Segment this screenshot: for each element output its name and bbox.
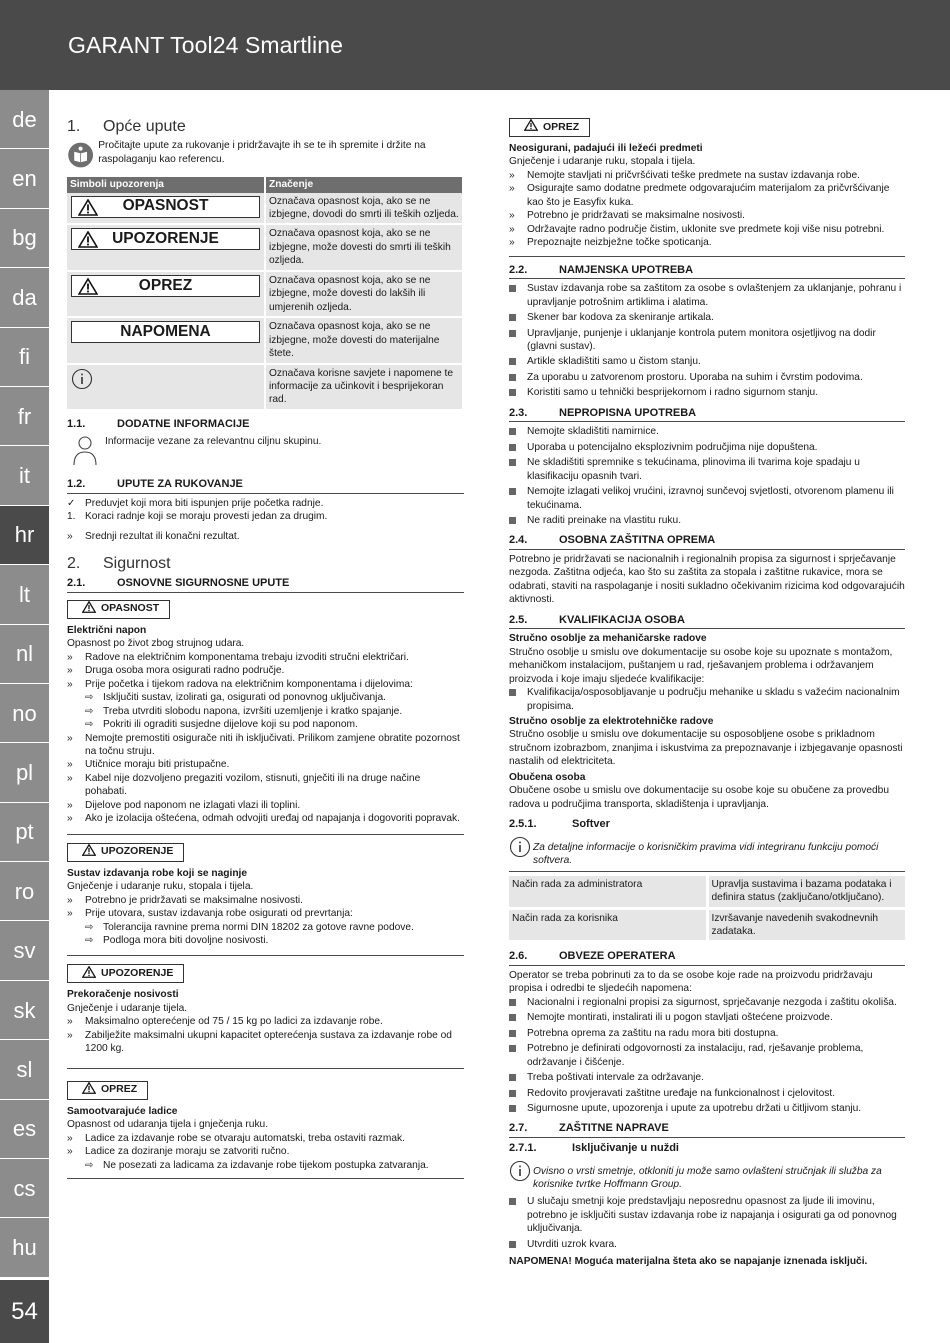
list-item: Uporaba u potencijalno eksplozivnim područjima nije dopuštena.	[509, 441, 905, 454]
danger-signal-box: OPASNOST	[71, 196, 260, 218]
warning-triangle-icon	[78, 199, 98, 222]
arrow-right-icon: ⇨	[85, 719, 94, 731]
language-tab-fi[interactable]: fi	[0, 328, 49, 387]
section-2-7-1-heading: 2.7.1. Isključivanje u nuždi	[509, 1141, 679, 1154]
language-tabs	[0, 90, 49, 1278]
square-bullet-icon	[509, 444, 516, 451]
warning-triangle-icon	[78, 278, 98, 301]
info-icon	[71, 368, 93, 390]
square-bullet-icon	[509, 358, 516, 365]
caution-label: OPREZ	[509, 118, 590, 137]
qualification-list	[509, 686, 905, 713]
divider	[67, 1068, 464, 1069]
square-bullet-icon	[509, 285, 516, 292]
list-item: ⇨ Podloga mora biti dovoljne nosivosti.	[85, 934, 269, 946]
arrow-right-icon: ⇨	[85, 692, 94, 704]
warning-triangle-icon	[82, 966, 101, 983]
square-bullet-icon	[509, 517, 516, 524]
divider	[67, 955, 464, 956]
danger-label: OPASNOST	[67, 600, 170, 619]
list-item: » Utičnice moraju biti pristupačne.	[67, 759, 230, 771]
language-tab-da[interactable]: da	[0, 268, 49, 327]
list-item: ⇨ Isključiti sustav, izolirati ga, osigurati od ponovnog uključivanja.	[85, 692, 386, 704]
list-item: » Održavajte radno područje čistim, uklonite sve predmete koji više nisu potrebni.	[509, 223, 885, 235]
section-2-5-1-heading: 2.5.1. Softver	[509, 818, 610, 831]
right-column: OPREZ Neosigurani, padajući ili ležeći predmeti Gnječenje i udaranje ruku, stopala i tijela. » Nemojte stavljati ni pričvršćivati teške predmete na sustav izdavanja robe. » Osigurajte samo dodatne predmete odgovarajućim materijalom za pričvršćivanje kao što je Easyfix kuka. » Potrebno je pridržavati se maksimalne nosivosti. » Održavajte radno područje čistim, uklonite sve predmete koji više nisu potrebni. » Prepoznajte neizbježne točke spoticanja. 2.2. NAMJENSKA UPOTREBA Sustav izdavanja robe sa zaštitom za osobe s ovlaštenjem za uklanjanje, pohranu i upravljanje potrošnim artiklima i alatima. Skener bar kodova za skeniranje artikala. Upravljanje, punjenje i uklanjanje kontrola putem monitora osjetljivog na dodir (glavni sustav). Artikle skladištiti samo u čistom stanju. Za uporabu u zatvorenom prostoru. Uporaba na suhim i čvrstim podovima. Koristiti samo u tehnički besprijekornom i radno sigurnom stanju. 2.3. NEPROPISNA UPOTREBA Nemojte skladištiti namirnice. Uporaba u potencijalno eksplozivnim područjima nije dopuštena. Ne skladištiti spremnike s tekućinama, plinovima ili tvarima koje spadaju u klasifikaciju opasnih tvari. Nemojte izlagati velikoj vrućini, izravnoj sunčevoj svjetlosti, otvorenom plamenu ili tekućinama. Ne raditi preinake na vlastitu ruku. 2.4. OSOBNA ZAŠTITNA OPREMA Potrebno je pridržavati se nacionalnih i regionalnih propisa za sigurnost i sprječavanje nezgoda. Zaštitna odjeća, kao što su zaštita za stopala i zaštitne rukavice, mora se odabrati, staviti na raspolaganje i nositi sukladno očekivanim rizicima kod odgovarajućih aktivnosti. 2.5. KVALIFIKACIJA OSOBA Stručno osoblje za mehaničarske radove Stručno osoblje u smislu ove dokumentacije su osobe koje su upoznate s montažom, mehaničkom instalacijom, puštanjem u rad, rješavanjem problema i održavanjem proizvoda i koje imaju sljedeće kvalifikacije: Kvalifikacija/osposobljavanje u području mehanike u skladu s važećim nacionalnim propisima. Stručno osoblje za elektrotehničke radove Stručno osoblje u smislu ove dokumentacije su osposobljene osobe s prikladnom stručnom izobrazbom, znanjima i iskustvima za prepoznavanje i izbjegavanje opasnosti nastalih od elektriciteta. Obučena osoba Obučene osobe u smislu ove dokumentacije su osobe koje su obučene za provedbu radova u područjima transporta, skladištenja i upravljanja. 2.5.1. Softver Za detaljne informacije o korisničkim pravima vidi integriranu funkciju pomoći softvera. Način rada za administratora Upravlja sustavima i bazama podataka i definira status (zaključano/otključano). Način rada za korisnika Izvršavanje navedenih svakodnevnih zadataka. 2.6. OBVEZE OPERATERA Operator se treba pobrinuti za to da se osobe koje rade na proizvodu pridržavaju propisa i odredbi te sljedećih napomena: Nacionalni i regionalni propisi za sigurnost, sprječavanje nezgoda i zaštitu okoliša. Nemojte montirati, instalirati ili u pogon stavljati oštećene proizvode. Potrebna oprema za zaštitu na radu mora biti dostupna. Potrebno je definirati odgovornosti za instalaciju, rad, rješavanje problema, održavanje i čišćenje. Treba poštivati intervale za održavanje. Redovito provjeravati zaštitne uređaje na funkcionalnost i cjelovitost. Sigurnosne upute, upozorenja i upute za upotrebu držati u čitljivom stanju. 2.7. ZAŠTITNE NAPRAVE 2.7.1. Isključivanje u nuždi Ovisno o vrsti smetnje, otkloniti ju može samo ovlašteni stručnjak ili služba za korisnike tvrtke Hoffmann Group. U slučaju smetnji koje predstavljaju neposrednu opasnost za ljude ili imovinu, potrebno je isključiti sustav izdavanja robe iz napajanja i osigurati ga od ponovnog uključivanja. Utvrditi uzrok kvara. NAPOMENA! Moguća materijalna šteta ako se napajanje iznenada isključi.	[509, 116, 905, 1269]
language-tab-cs[interactable]: cs	[0, 1159, 49, 1218]
warning-symbols-table	[67, 177, 464, 411]
table-row	[67, 193, 463, 225]
list-item: » Potrebno je pridržavati se maksimalne nosivosti.	[67, 894, 303, 906]
list-item: Ne raditi preinake na vlastitu ruku.	[509, 514, 905, 527]
list-item: » Prije utovara, sustav izdavanja robe osigurati od prevrtanja:	[67, 908, 353, 920]
language-tab-ro[interactable]: ro	[0, 862, 49, 921]
warning-block-tipping: UPOZORENJE Sustav izdavanja robe koji se naginje Gnječenje i udaranje ruku, stopala i tijela. » Potrebno je pridržavati se maksimalne nosivosti. » Prije utovara, sustav izdavanja robe osigurati od prevrtanja: ⇨ Tolerancija ravnine prema normi DIN 18202 za gotove ravne podove. ⇨ Podloga mora biti dovoljne nosivosti.	[67, 843, 464, 948]
table-row	[67, 317, 463, 363]
language-tab-it[interactable]: it	[0, 446, 49, 505]
square-bullet-icon	[509, 1074, 516, 1081]
software-info-note: Za detaljne informacije o korisničkim pravima vidi integriranu funkciju pomoći softvera.	[509, 836, 905, 872]
square-bullet-icon	[509, 1030, 516, 1037]
language-tab-no[interactable]: no	[0, 684, 49, 743]
table-row: Način rada za korisnika Izvršavanje navedenih svakodnevnih zadataka.	[509, 908, 905, 942]
square-bullet-icon	[509, 330, 516, 337]
list-item: Koristiti samo u tehnički besprijekornom i radno sigurnom stanju.	[509, 386, 905, 399]
emergency-list	[509, 1195, 905, 1251]
caution-signal-box: OPREZ	[71, 275, 260, 297]
list-item: Sigurnosne upute, upozorenja i upute za upotrebu držati u čitljivom stanju.	[509, 1102, 905, 1115]
warning-block-overload: UPOZORENJE Prekoračenje nosivosti Gnječenje i udaranje tijela. » Maksimalno opterećenje od 75 / 15 kg po ladici za izdavanje robe. » Zabilježite maksimalni ukupni kapacitet opterećenja sustava za izdavanje robe od 1200 kg.	[67, 964, 464, 1055]
list-item: » Maksimalno opterećenje od 75 / 15 kg po ladici za izdavanje robe.	[67, 1016, 383, 1028]
caution-label: OPREZ	[67, 1081, 148, 1100]
language-tab-pl[interactable]: pl	[0, 743, 49, 802]
read-manual-icon	[67, 139, 94, 171]
warning-signal-box: UPOZORENJE	[71, 228, 260, 250]
info-icon	[509, 836, 531, 858]
list-item: ✓ Preduvjet koji mora biti ispunjen prije početka radnje.	[67, 497, 324, 509]
list-item: Redovito provjeravati zaštitne uređaje na funkcionalnost i cjelovitost.	[509, 1087, 905, 1100]
section-1-2-heading: 1.2. UPUTE ZA RUKOVANJE	[67, 477, 464, 494]
instructions-legend	[67, 497, 464, 543]
section-1-1-heading: 1.1. DODATNE INFORMACIJE	[67, 417, 250, 430]
final-notice: NAPOMENA! Moguća materijalna šteta ako se napajanje iznenada isključi.	[509, 1256, 868, 1268]
list-item: U slučaju smetnji koje predstavljaju neposrednu opasnost za ljude ili imovinu, potrebno je isključiti sustav izdavanja robe iz napajanja i osigurati ga od ponovnog uključivanja.	[509, 1195, 905, 1235]
list-item: Potrebna oprema za zaštitu na radu mora biti dostupna.	[509, 1027, 905, 1040]
warning-triangle-icon	[524, 119, 543, 136]
list-item: Potrebno je definirati odgovornosti za instalaciju, rad, rješavanje problema, održavanje i čišćenje.	[509, 1042, 905, 1069]
list-item: » Dijelove pod naponom ne izlagati vlazi ili toplini.	[67, 799, 301, 811]
list-item: Upravljanje, punjenje i uklanjanje kontrola putem monitora osjetljivog na dodir (glavni sustav).	[509, 327, 905, 354]
check-icon: ✓	[67, 497, 76, 509]
list-item: Utvrditi uzrok kvara.	[509, 1238, 905, 1251]
list-item: » Potrebno je pridržavati se maksimalne nosivosti.	[509, 210, 745, 222]
list-item: » Radove na električnim komponentama trebaju izvoditi stručni električari.	[67, 651, 409, 663]
warning-block-electric: OPASNOST Električni napon Opasnost po život zbog strujnog udara. » Radove na električnim komponentama trebaju izvoditi stručni električari. » Druga osoba mora osigurati radno područje. » Prije početka i tijekom radova na električnim komponentama i dijelovima: ⇨ Isključiti sustav, izolirati ga, osigurati od ponovnog uključivanja. ⇨ Treba utvrditi slobodu napona, izvršiti uzemljenje i kratko spajanje. ⇨ Pokriti ili ograditi susjedne dijelove koji su pod naponom. » Nemojte premostiti osigurače niti ih isključivati. Prilikom zamjene obratite pozornost na točnu struju. » Utičnice moraju biti pristupačne. » Kabel nije dozvoljeno pregaziti vozilom, stisnuti, gnječiti ili na druge načine pohabati. » Dijelove pod naponom ne izlagati vlazi ili toplini. » Ako je izolacija oštećena, odmah odvojiti uređaj od napajanja i dogovoriti popravak.	[67, 596, 464, 826]
target-group-note: Informacije vezane za relevantnu ciljnu skupinu.	[67, 435, 464, 467]
emergency-info-note: Ovisno o vrsti smetnje, otkloniti ju može samo ovlašteni stručnjak ili služba za korisnike tvrtke Hoffmann Group.	[509, 1160, 905, 1192]
list-item: » Nemojte premostiti osigurače niti ih isključivati. Prilikom zamjene obratite pozornost na točnu struju.	[67, 732, 460, 757]
square-bullet-icon	[509, 374, 516, 381]
list-item: Nemojte montirati, instalirati ili u pogon stavljati oštećene proizvode.	[509, 1011, 905, 1024]
list-item: Ne skladištiti spremnike s tekućinama, plinovima ili tvarima koje spadaju u klasifikaciju opasnih tvari.	[509, 456, 905, 483]
list-item: 1. Koraci radnje koji se moraju provesti jedan za drugim.	[67, 511, 328, 523]
square-bullet-icon	[509, 428, 516, 435]
list-item: Nemojte izlagati velikoj vrućini, izravnoj sunčevoj svjetlosti, otvorenom plamenu ili tekućinama.	[509, 485, 905, 512]
overload-safety-list	[67, 1015, 464, 1055]
page-number: 54	[0, 1280, 49, 1343]
table-row	[67, 271, 463, 317]
meaning-cell: Označava opasnost koja, ako se ne izbjegne, može dovesti do smrti ili teških ozljeda.	[265, 224, 463, 270]
divider	[67, 1178, 464, 1179]
section-2-4-heading: 2.4. OSOBNA ZAŠTITNA OPREMA	[509, 533, 905, 550]
list-item: Skener bar kodova za skeniranje artikala.	[509, 311, 905, 324]
list-item: ⇨ Treba utvrditi slobodu napona, izvršiti uzemljenje i kratko spajanje.	[85, 705, 403, 717]
info-icon	[509, 1160, 531, 1182]
warning-block-objects: OPREZ Neosigurani, padajući ili ležeći predmeti Gnječenje i udaranje ruku, stopala i tijela. » Nemojte stavljati ni pričvršćivati teške predmete na sustav izdavanja robe. » Osigurajte samo dodatne predmete odgovarajućim materijalom za pričvršćivanje kao što je Easyfix kuka. » Potrebno je pridržavati se maksimalne nosivosti. » Održavajte radno područje čistim, uklonite sve predmete koji više nisu potrebni. » Prepoznajte neizbježne točke spoticanja.	[509, 116, 905, 250]
left-column	[67, 112, 464, 1187]
section-2-6-heading: 2.6. OBVEZE OPERATERA	[509, 949, 905, 966]
list-item: » Zabilježite maksimalni ukupni kapacitet opterećenja sustava za izdavanje robe od 1200 kg.	[67, 1029, 452, 1055]
section-2-3-heading: 2.3. NEPROPISNA UPOTREBA	[509, 406, 905, 423]
section-1-heading: 1. Opće upute	[67, 118, 186, 135]
list-item: Nemojte skladištiti namirnice.	[509, 425, 905, 438]
user-roles-table	[509, 876, 905, 944]
language-tab-fr[interactable]: fr	[0, 387, 49, 446]
table-row	[67, 224, 463, 270]
table-row: Način rada za administratora Upravlja sustavima i bazama podataka i definira status (zaključano/otključano).	[509, 876, 905, 908]
list-item: » Nemojte stavljati ni pričvršćivati teške predmete na sustav izdavanja robe.	[509, 169, 860, 181]
square-bullet-icon	[509, 1241, 516, 1248]
table-row	[67, 364, 463, 410]
intro-text: Pročitajte upute za rukovanje i pridržavajte ih se te ih spremite i držite na raspolaganju kao referencu.	[98, 140, 426, 165]
meaning-cell: Označava opasnost koja, ako se ne izbjegne, može dovesti do lakših ili umjerenih ozljeda.	[265, 271, 463, 317]
warning-triangle-icon	[82, 1082, 101, 1099]
language-tab-hu[interactable]: hu	[0, 1218, 49, 1277]
square-bullet-icon	[509, 999, 516, 1006]
table-header-symbols: Simboli upozorenja	[67, 177, 265, 192]
list-item: Kvalifikacija/osposobljavanje u području mehanike u skladu s važećim nacionalnim propisima.	[509, 686, 905, 713]
person-icon	[67, 435, 103, 467]
language-tab-sl[interactable]: sl	[0, 1040, 49, 1099]
warning-label: UPOZORENJE	[67, 843, 184, 862]
section-2-5-heading: 2.5. KVALIFIKACIJA OSOBA	[509, 613, 905, 630]
language-tab-es[interactable]: es	[0, 1100, 49, 1159]
divider	[67, 834, 464, 835]
notice-signal-box: NAPOMENA	[71, 321, 260, 343]
electric-safety-list	[67, 651, 464, 826]
section-2-heading: 2. Sigurnost	[67, 555, 171, 573]
language-tab-hr[interactable]: hr	[0, 506, 49, 565]
read-instructions-note	[67, 139, 464, 171]
arrow-right-icon: ⇨	[85, 934, 94, 946]
square-bullet-icon	[509, 1090, 516, 1097]
square-bullet-icon	[509, 1045, 516, 1052]
meaning-cell: Označava korisne savjete i napomene te informacije za učinkovit i besprijekoran rad.	[265, 364, 463, 410]
list-item: » Srednji rezultat ili konačni rezultat.	[67, 530, 240, 542]
language-tab-pt[interactable]: pt	[0, 803, 49, 862]
language-tab-sv[interactable]: sv	[0, 921, 49, 980]
objects-safety-list	[509, 169, 905, 250]
warning-block-drawers: OPREZ Samootvarajuće ladice Opasnost od udaranja tijela i gnječenja ruku. » Ladice za izdavanje robe se otvaraju automatski, treba ostaviti razmak. » Ladice za doziranje moraju se zatvoriti ručno. ⇨ Ne posezati za ladicama za izdavanje robe tijekom postupka zatvaranja.	[67, 1077, 464, 1172]
square-bullet-icon	[509, 389, 516, 396]
list-item: » Ladice za izdavanje robe se otvaraju automatski, treba ostaviti razmak.	[67, 1132, 405, 1144]
language-tab-lt[interactable]: lt	[0, 565, 49, 624]
square-bullet-icon	[509, 1014, 516, 1021]
list-item: » Ladice za doziranje moraju se zatvoriti ručno.	[67, 1146, 290, 1158]
list-item: » Prepoznajte neizbježne točke spoticanja.	[509, 237, 712, 249]
list-item: Nacionalni i regionalni propisi za sigurnost, sprječavanje nezgoda i zaštitu okoliša.	[509, 996, 905, 1009]
square-bullet-icon	[509, 459, 516, 466]
list-item: ⇨ Tolerancija ravnine prema normi DIN 18202 za gotove ravne podove.	[85, 921, 414, 933]
list-item: ⇨ Ne posezati za ladicama za izdavanje robe tijekom postupka zatvaranja.	[85, 1159, 429, 1171]
warning-triangle-icon	[78, 231, 98, 254]
arrow-right-icon: ⇨	[85, 1159, 94, 1171]
arrow-right-icon: ⇨	[85, 921, 94, 933]
square-bullet-icon	[509, 314, 516, 321]
language-tab-en[interactable]: en	[0, 149, 49, 208]
meaning-cell: Označava opasnost koja, ako se ne izbjegne, dovodi do smrti ili teških ozljeda.	[265, 193, 463, 225]
divider	[509, 256, 905, 257]
arrow-right-icon: ⇨	[85, 705, 94, 717]
list-item: » Prije početka i tijekom radova na električnim komponentama i dijelovima:	[67, 678, 413, 690]
warning-label: UPOZORENJE	[67, 964, 184, 983]
language-tab-de[interactable]: de	[0, 90, 49, 149]
intended-use-list	[509, 282, 905, 400]
list-item: Za uporabu u zatvorenom prostoru. Uporaba na suhim i čvrstim podovima.	[509, 371, 905, 384]
warning-triangle-icon	[82, 844, 101, 861]
list-item: Sustav izdavanja robe sa zaštitom za osobe s ovlaštenjem za uklanjanje, pohranu i upravljanje potrošnim artiklima i alatima.	[509, 282, 905, 309]
warning-triangle-icon	[82, 601, 101, 618]
document-title: GARANT Tool24 Smartline	[68, 32, 344, 58]
square-bullet-icon	[509, 488, 516, 495]
list-item: Treba poštivati intervale za održavanje.	[509, 1071, 905, 1084]
square-bullet-icon	[509, 689, 516, 696]
list-item: Artikle skladištiti samo u čistom stanju.	[509, 355, 905, 368]
list-item: » Kabel nije dozvoljeno pregaziti vozilom, stisnuti, gnječiti ili na druge načine pohabati.	[67, 772, 421, 798]
section-2-7-heading: 2.7. ZAŠTITNE NAPRAVE	[509, 1121, 905, 1138]
square-bullet-icon	[509, 1105, 516, 1112]
improper-use-list	[509, 425, 905, 527]
language-tab-bg[interactable]: bg	[0, 209, 49, 268]
list-item: » Druga osoba mora osigurati radno područje.	[67, 665, 285, 677]
page-header	[0, 0, 950, 90]
language-tab-sk[interactable]: sk	[0, 981, 49, 1040]
tipping-safety-list	[67, 894, 464, 948]
list-item: » Osigurajte samo dodatne predmete odgovarajućim materijalom za pričvršćivanje kao što je Easyfix kuka.	[509, 183, 890, 208]
table-header-meaning: Značenje	[265, 177, 463, 192]
language-tab-nl[interactable]: nl	[0, 625, 49, 684]
square-bullet-icon	[509, 1198, 516, 1205]
operator-duties-list	[509, 996, 905, 1116]
meaning-cell: Označava opasnost koja, ako se ne izbjegne, može dovesti do materijalne štete.	[265, 317, 463, 363]
ppe-text: Potrebno je pridržavati se nacionalnih i regionalnih propisa za sigurnost i sprječavanje nezgoda. Zaštitna odjeća, kao što su zaštita za stopala i zaštitne rukavice, mora se odabrati, staviti na raspolaganje i nositi sukladno očekivanim rizicima kod odgovarajućih aktivnosti.	[509, 553, 905, 606]
drawers-safety-list	[67, 1132, 464, 1172]
section-2-2-heading: 2.2. NAMJENSKA UPOTREBA	[509, 263, 905, 280]
list-item: » Ako je izolacija oštećena, odmah odvojiti uređaj od napajanja i dogovoriti popravak.	[67, 813, 460, 825]
list-item: ⇨ Pokriti ili ograditi susjedne dijelove koji su pod naponom.	[85, 719, 358, 731]
section-2-1-heading: 2.1. OSNOVNE SIGURNOSNE UPUTE	[67, 576, 464, 593]
